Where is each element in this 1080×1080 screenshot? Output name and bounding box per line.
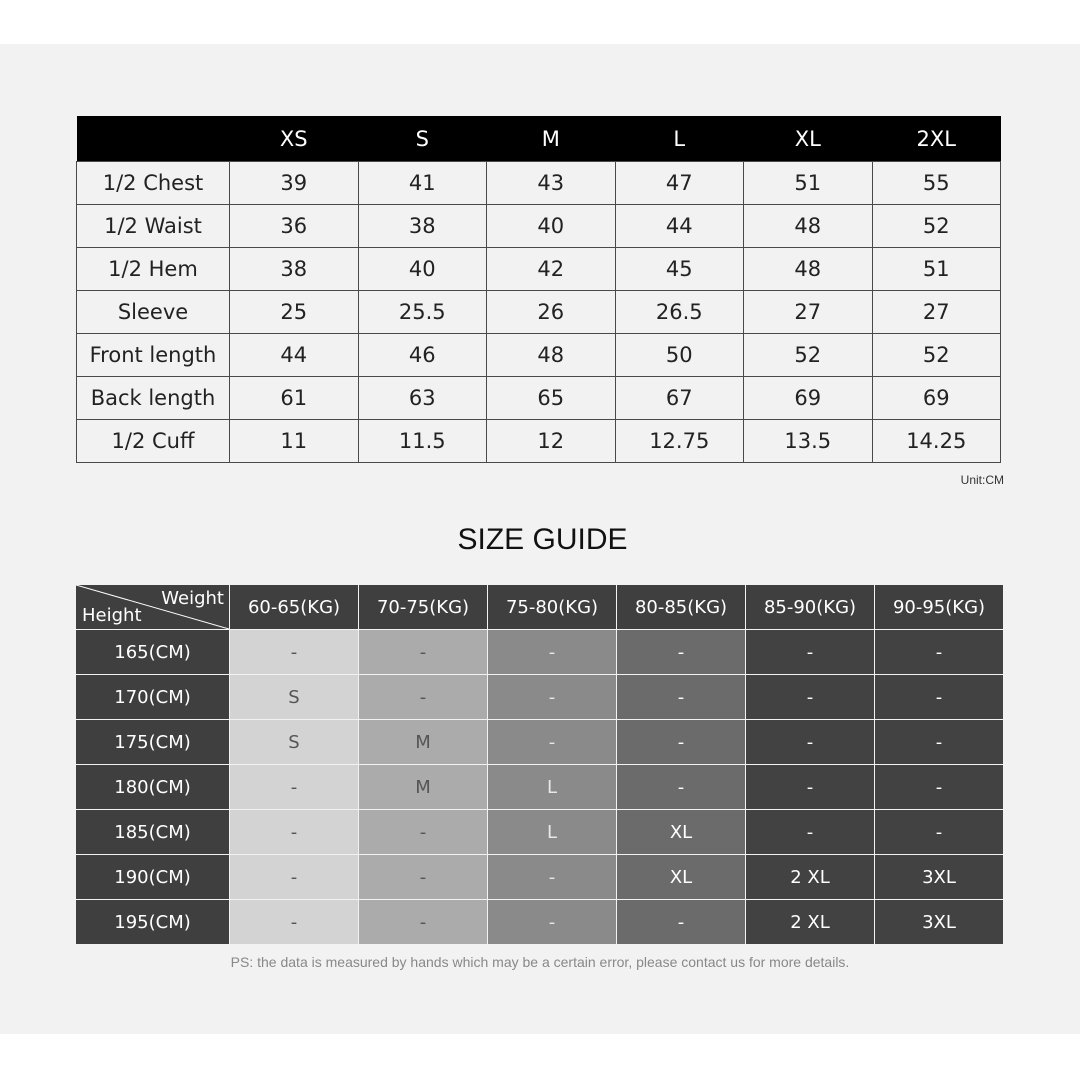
table-cell: 43 — [487, 162, 616, 205]
size-header: XL — [744, 116, 873, 162]
guide-cell: - — [488, 630, 616, 674]
guide-cell: - — [746, 765, 874, 809]
table-cell: 14.25 — [872, 420, 1001, 463]
disclaimer-note: PS: the data is measured by hands which may be a certain error, please contact us for more details. — [230, 954, 850, 970]
guide-cell: M — [359, 765, 487, 809]
table-row — [77, 291, 1001, 334]
guide-cell: L — [488, 765, 616, 809]
table-cell: 69 — [744, 377, 873, 420]
table-cell: 12 — [487, 420, 616, 463]
height-row-label: 170(CM) — [76, 675, 229, 719]
weight-header: 85-90(KG) — [746, 585, 874, 629]
guide-cell: XL — [617, 855, 745, 899]
weight-header: 90-95(KG) — [875, 585, 1003, 629]
size-header: S — [358, 116, 487, 162]
guide-cell: - — [875, 810, 1003, 854]
guide-cell: - — [230, 630, 358, 674]
guide-cell: S — [230, 675, 358, 719]
table-cell: 40 — [487, 205, 616, 248]
guide-cell: - — [875, 630, 1003, 674]
corner-header — [76, 585, 229, 629]
row-label: 1/2 Waist — [77, 205, 230, 248]
guide-cell: - — [875, 765, 1003, 809]
size-header: 2XL — [872, 116, 1001, 162]
guide-cell: - — [617, 675, 745, 719]
size-guide-title: SIZE GUIDE — [457, 523, 628, 556]
guide-cell: 2 XL — [746, 900, 874, 944]
guide-cell: S — [230, 720, 358, 764]
table-row — [77, 377, 1001, 420]
table-cell: 40 — [358, 248, 487, 291]
guide-cell: - — [230, 855, 358, 899]
measurement-table — [76, 116, 1001, 463]
guide-cell: - — [746, 675, 874, 719]
height-row-label: 165(CM) — [76, 630, 229, 674]
guide-cell: - — [488, 675, 616, 719]
row-label: Sleeve — [77, 291, 230, 334]
guide-cell: - — [617, 630, 745, 674]
guide-cell: - — [230, 765, 358, 809]
table-row — [77, 162, 1001, 205]
row-label: 1/2 Hem — [77, 248, 230, 291]
header-corner — [77, 116, 230, 162]
guide-cell: - — [746, 630, 874, 674]
guide-cell: - — [488, 720, 616, 764]
row-label: 1/2 Chest — [77, 162, 230, 205]
weight-label: Weight — [161, 588, 224, 609]
table-cell: 51 — [872, 248, 1001, 291]
table-cell: 47 — [615, 162, 744, 205]
weight-header: 70-75(KG) — [359, 585, 487, 629]
table-cell: 65 — [487, 377, 616, 420]
size-header: XS — [230, 116, 359, 162]
unit-label: Unit:CM — [960, 473, 1004, 487]
row-label: 1/2 Cuff — [77, 420, 230, 463]
table-cell: 69 — [872, 377, 1001, 420]
guide-cell: 2 XL — [746, 855, 874, 899]
table-cell: 36 — [230, 205, 359, 248]
guide-cell: - — [617, 720, 745, 764]
guide-cell: - — [875, 675, 1003, 719]
height-label: Height — [82, 605, 142, 626]
guide-cell: - — [617, 765, 745, 809]
table-cell: 42 — [487, 248, 616, 291]
table-cell: 26.5 — [615, 291, 744, 334]
table-cell: 45 — [615, 248, 744, 291]
weight-header: 60-65(KG) — [230, 585, 358, 629]
guide-cell: - — [359, 630, 487, 674]
table-cell: 63 — [358, 377, 487, 420]
guide-cell: - — [746, 720, 874, 764]
size-header: M — [487, 116, 616, 162]
guide-cell: - — [617, 900, 745, 944]
guide-cell: - — [230, 900, 358, 944]
guide-cell: - — [230, 810, 358, 854]
guide-cell: - — [359, 675, 487, 719]
table-cell: 13.5 — [744, 420, 873, 463]
guide-cell: - — [488, 855, 616, 899]
guide-cell: M — [359, 720, 487, 764]
guide-cell: XL — [617, 810, 745, 854]
guide-cell: 3XL — [875, 900, 1003, 944]
table-cell: 25.5 — [358, 291, 487, 334]
table-cell: 38 — [230, 248, 359, 291]
table-cell: 52 — [872, 205, 1001, 248]
table-cell: 48 — [744, 248, 873, 291]
table-row — [77, 248, 1001, 291]
table-cell: 26 — [487, 291, 616, 334]
table-cell: 27 — [872, 291, 1001, 334]
table-row — [77, 205, 1001, 248]
guide-cell: - — [875, 720, 1003, 764]
guide-cell: - — [359, 855, 487, 899]
height-row-label: 180(CM) — [76, 765, 229, 809]
guide-cell: 3XL — [875, 855, 1003, 899]
table-cell: 48 — [744, 205, 873, 248]
table-cell: 25 — [230, 291, 359, 334]
table-cell: 38 — [358, 205, 487, 248]
table-cell: 46 — [358, 334, 487, 377]
guide-cell: - — [359, 810, 487, 854]
guide-cell: - — [359, 900, 487, 944]
table-cell: 50 — [615, 334, 744, 377]
height-row-label: 175(CM) — [76, 720, 229, 764]
guide-cell: - — [488, 900, 616, 944]
table-cell: 55 — [872, 162, 1001, 205]
guide-cell: L — [488, 810, 616, 854]
height-row-label: 195(CM) — [76, 900, 229, 944]
row-label: Back length — [77, 377, 230, 420]
table-cell: 51 — [744, 162, 873, 205]
table-cell: 11 — [230, 420, 359, 463]
table-cell: 41 — [358, 162, 487, 205]
measurement-header-row — [77, 116, 1001, 162]
height-row-label: 190(CM) — [76, 855, 229, 899]
table-cell: 61 — [230, 377, 359, 420]
size-guide-grid — [76, 585, 1003, 944]
height-row-label: 185(CM) — [76, 810, 229, 854]
size-header: L — [615, 116, 744, 162]
table-cell: 67 — [615, 377, 744, 420]
table-cell: 12.75 — [615, 420, 744, 463]
table-row — [77, 334, 1001, 377]
table-cell: 52 — [872, 334, 1001, 377]
table-cell: 11.5 — [358, 420, 487, 463]
table-cell: 27 — [744, 291, 873, 334]
table-cell: 39 — [230, 162, 359, 205]
table-cell: 52 — [744, 334, 873, 377]
table-cell: 44 — [615, 205, 744, 248]
guide-cell: - — [746, 810, 874, 854]
table-row — [77, 420, 1001, 463]
row-label: Front length — [77, 334, 230, 377]
table-cell: 44 — [230, 334, 359, 377]
weight-header: 75-80(KG) — [488, 585, 616, 629]
weight-header: 80-85(KG) — [617, 585, 745, 629]
table-cell: 48 — [487, 334, 616, 377]
